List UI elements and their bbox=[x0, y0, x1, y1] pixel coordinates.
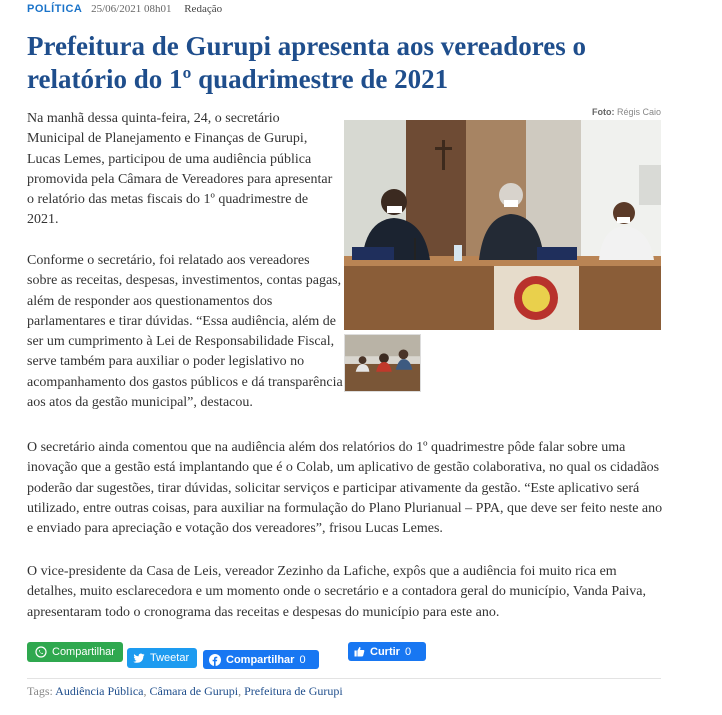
paragraph-2: Conforme o secretário, foi relatado aos vereadores sobre as receitas, despesas, investimentos, contas pagas, além de responder aos questionamentos dos parlamentares e tirar dúvidas. “Essa audiência, além de ser um cumprimento à Lei de Responsabilidade Fiscal, serve também para auxiliar o poder legislativo no acompanhamento dos gastos públicos e dá transparência aos atos da gestão municipal”, destacou. bbox=[27, 253, 343, 411]
photo-credit-name: Régis Caio bbox=[616, 107, 661, 117]
tags-label: Tags: bbox=[27, 684, 53, 698]
twitter-share-label: Tweetar bbox=[150, 652, 190, 664]
article-title: Prefeitura de Gurupi apresenta aos vereadores o relatório do 1º quadrimestre de 2021 bbox=[27, 31, 586, 94]
paragraph-3: O secretário ainda comentou que na audiência além dos relatórios do 1º quadrimestre pôde falar sobre uma inovação que a gestão está implantando que é o Colab, um aplicativo de gestão colaborativa, no qual os cidadãos poderão dar sugestões, tirar dúvidas, solicitar serviços e participar ativamente da gestão. “Este aplicativo será utilizado, entre outras coisas, para auxiliar na formulação do Plano Plurianual – PPA, que deve ser feito neste ano e enviado para apreciação e votação dos vereadores”, frisou Lucas Lemes. bbox=[27, 440, 663, 537]
thumbs-up-icon bbox=[354, 646, 365, 657]
facebook-share-button[interactable] bbox=[203, 650, 319, 669]
publish-date: 25/06/2021 08h01 bbox=[91, 3, 172, 15]
whatsapp-icon bbox=[35, 646, 47, 658]
facebook-share-label: Compartilhar bbox=[226, 653, 295, 666]
facebook-icon bbox=[209, 654, 221, 666]
twitter-icon bbox=[133, 653, 145, 664]
thumbnail-photo[interactable] bbox=[344, 334, 421, 392]
photo-credit-label: Foto: bbox=[591, 107, 615, 117]
facebook-share-count: 0 bbox=[299, 653, 306, 666]
tag-link-camara-de-gurupi[interactable]: Câmara de Gurupi bbox=[149, 684, 239, 698]
facebook-like-button[interactable] bbox=[348, 642, 426, 661]
author: Redação bbox=[184, 3, 223, 15]
article-meta bbox=[27, 3, 222, 15]
whatsapp-share-label: Compartilhar bbox=[52, 646, 115, 658]
twitter-share-button[interactable] bbox=[127, 648, 197, 668]
facebook-like-label: Curtir bbox=[370, 645, 400, 658]
whatsapp-share-button[interactable] bbox=[27, 642, 123, 662]
tags-list bbox=[27, 684, 343, 699]
tag-link-audiencia-publica[interactable]: Audiência Pública bbox=[55, 684, 144, 698]
tags-divider bbox=[27, 678, 661, 679]
photo-credit bbox=[560, 107, 661, 117]
paragraph-4: O vice-presidente da Casa de Leis, vereador Zezinho da Lafiche, expôs que a audiência foi muito rica em detalhes, muito esclarecedora e um momento onde o secretário e a contadora geral do município, Vanda Paiva, apresentaram todo o cronograma das receitas e despesas do município para este ano. bbox=[27, 564, 647, 620]
paragraph-1: Na manhã dessa quinta-feira, 24, o secretário Municipal de Planejamento e Finanças de Gurupi, Lucas Lemes, participou de uma audiência pública promovida pela Câmara de Vereadores para apresentar o relatório das metas fiscais do 1º quadrimestre de 2021. bbox=[27, 111, 333, 228]
category-link[interactable]: POLÍTICA bbox=[27, 3, 83, 15]
tag-link-prefeitura-de-gurupi[interactable]: Prefeitura de Gurupi bbox=[244, 684, 343, 698]
main-photo[interactable] bbox=[344, 120, 661, 330]
facebook-like-count: 0 bbox=[404, 645, 412, 658]
tag-separator: , bbox=[143, 684, 150, 698]
tag-separator: , bbox=[238, 684, 245, 698]
